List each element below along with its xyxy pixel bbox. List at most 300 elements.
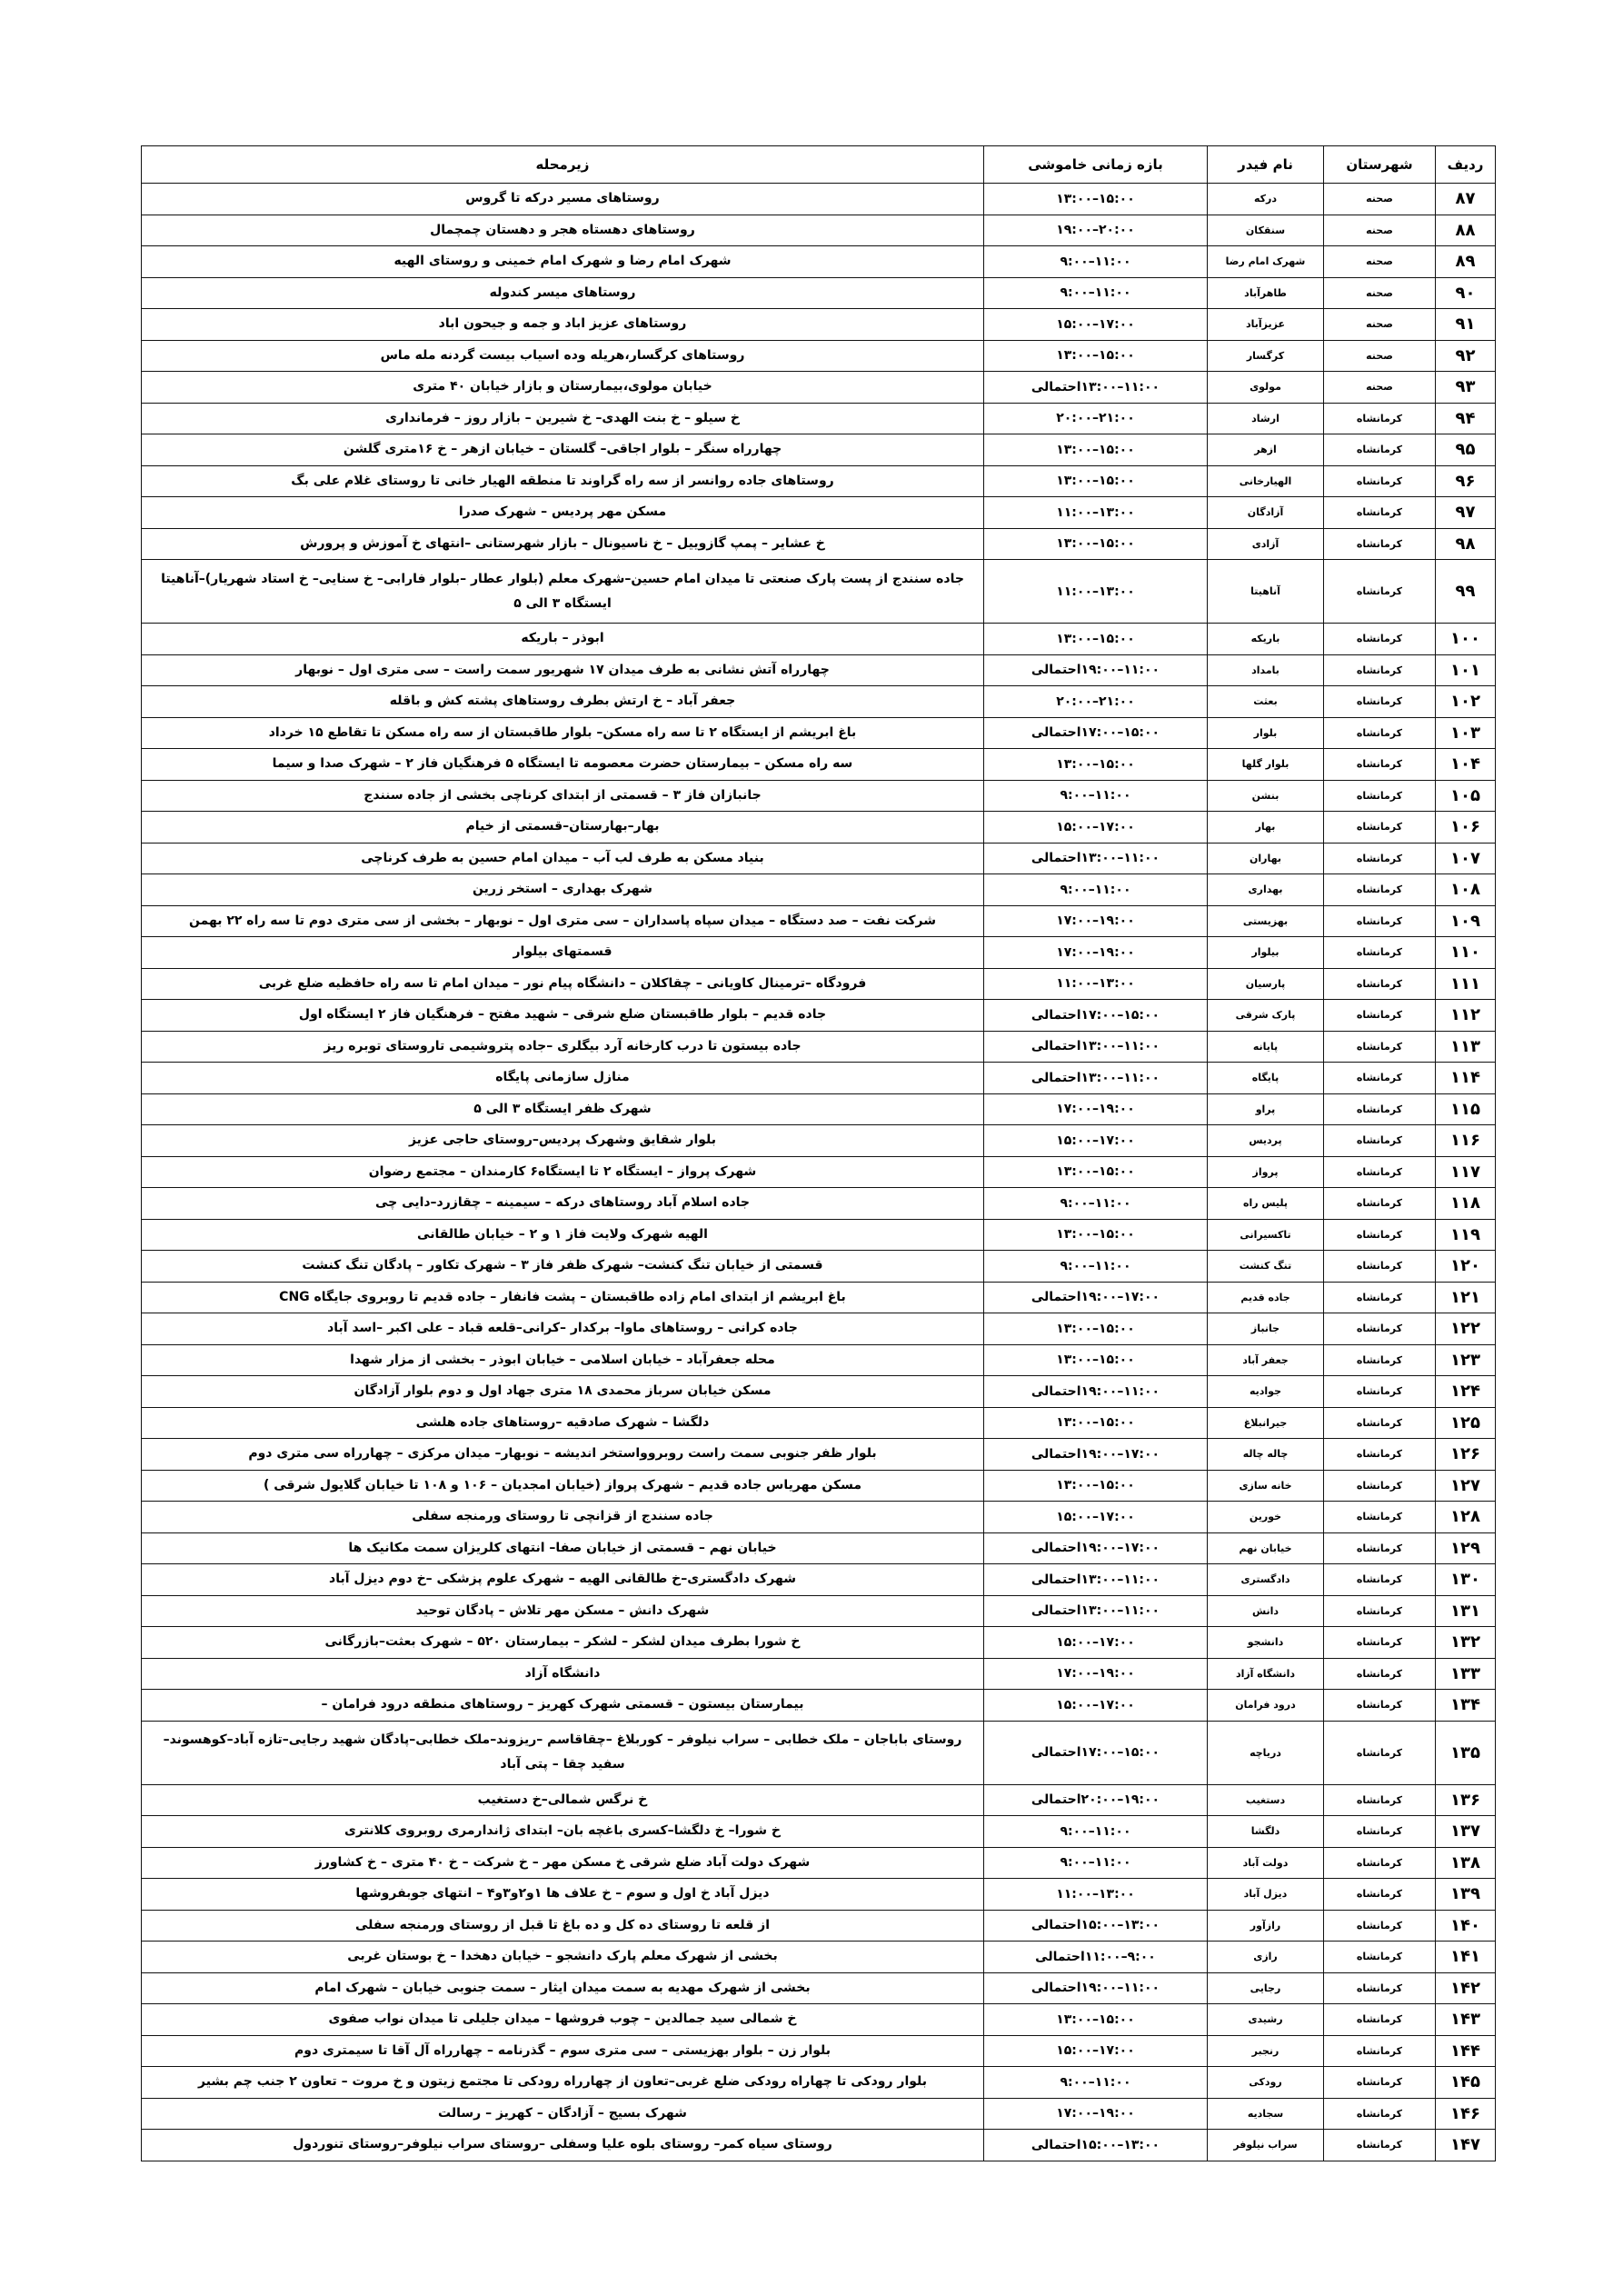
feeder-name-cell: پارک شرقی <box>1208 1000 1324 1032</box>
city-cell: صحنه <box>1324 277 1436 309</box>
row-number-cell: ۹۴ <box>1436 403 1496 434</box>
feeder-name-cell: دولت آباد <box>1208 1847 1324 1879</box>
city-cell: کرمانشاه <box>1324 717 1436 749</box>
outage-time-cell: ۱۷:۰۰–۱۹:۰۰احتمالی <box>984 1439 1208 1471</box>
row-number-cell: ۱۱۵ <box>1436 1093 1496 1125</box>
city-cell: کرمانشاه <box>1324 560 1436 624</box>
row-number-cell: ۸۸ <box>1436 215 1496 246</box>
table-row <box>142 1532 1496 1564</box>
row-number-cell: ۱۲۲ <box>1436 1313 1496 1345</box>
table-row <box>142 215 1496 246</box>
feeder-name-cell: تنگ کنشت <box>1208 1251 1324 1283</box>
outage-time-cell: ۱۵:۰۰–۱۷:۰۰ <box>984 2035 1208 2067</box>
table-row <box>142 1879 1496 1911</box>
city-cell: کرمانشاه <box>1324 497 1436 529</box>
subarea-cell: روستاهای میسر کندوله <box>142 277 984 309</box>
table-row <box>142 717 1496 749</box>
row-number-cell: ۸۹ <box>1436 246 1496 278</box>
outage-time-cell: ۱۱:۰۰–۱۳:۰۰ <box>984 497 1208 529</box>
subarea-cell: شهرک دانش – مسکن مهر تلاش – پادگان توحید <box>142 1595 984 1627</box>
subarea-cell: بنیاد مسکن به طرف لب آب – میدان امام حسین به طرف کرناچی <box>142 843 984 874</box>
row-number-cell: ۱۴۴ <box>1436 2035 1496 2067</box>
feeder-name-cell: بنشن <box>1208 780 1324 812</box>
feeder-name-cell: دانش <box>1208 1595 1324 1627</box>
table-row <box>142 1564 1496 1596</box>
subarea-cell: جاده سنندج از قزانچی تا روستای ورمنجه سفلی <box>142 1502 984 1533</box>
table-row <box>142 1690 1496 1722</box>
subarea-cell: روستاهای جاده روانسر از سه راه گراوند تا منطقه الهیار خانی تا روستای غلام علی بگ <box>142 465 984 497</box>
city-cell: کرمانشاه <box>1324 1816 1436 1848</box>
city-cell: کرمانشاه <box>1324 1251 1436 1283</box>
outage-time-cell: ۱۵:۰۰–۱۷:۰۰احتمالی <box>984 1721 1208 1784</box>
feeder-name-cell: رازی <box>1208 1942 1324 1973</box>
table-row <box>142 1847 1496 1879</box>
feeder-name-cell: دریاچه <box>1208 1721 1324 1784</box>
subarea-cell: روستاهای عزیز اباد و جمه و جیحون اباد <box>142 309 984 341</box>
row-number-cell: ۱۳۱ <box>1436 1595 1496 1627</box>
table-row <box>142 465 1496 497</box>
table-row <box>142 1344 1496 1376</box>
row-number-cell: ۱۴۰ <box>1436 1910 1496 1942</box>
city-cell: صحنه <box>1324 246 1436 278</box>
outage-schedule-table <box>141 145 1496 2161</box>
row-number-cell: ۱۲۴ <box>1436 1376 1496 1408</box>
row-number-cell: ۱۰۷ <box>1436 843 1496 874</box>
table-row <box>142 1031 1496 1063</box>
subarea-cell: از قلعه تا روستای ده کل و ده باغ تا قبل از روستای ورمنجه سفلی <box>142 1910 984 1942</box>
feeder-name-cell: پردیس <box>1208 1125 1324 1157</box>
table-row <box>142 1156 1496 1188</box>
row-number-cell: ۱۱۳ <box>1436 1031 1496 1063</box>
city-cell: کرمانشاه <box>1324 434 1436 466</box>
feeder-name-cell: رجایی <box>1208 1972 1324 2004</box>
feeder-name-cell: خانه سازی <box>1208 1470 1324 1502</box>
outage-time-cell: ۱۷:۰۰–۱۹:۰۰احتمالی <box>984 1532 1208 1564</box>
outage-time-cell: ۹:۰۰–۱۱:۰۰ <box>984 277 1208 309</box>
subarea-cell: شهرک ظفر ایستگاه ۳ الی ۵ <box>142 1093 984 1125</box>
row-number-cell: ۱۱۶ <box>1436 1125 1496 1157</box>
outage-time-cell: ۱۱:۰۰–۱۳:۰۰احتمالی <box>984 843 1208 874</box>
city-cell: کرمانشاه <box>1324 2035 1436 2067</box>
city-cell: کرمانشاه <box>1324 1879 1436 1911</box>
table-row <box>142 1093 1496 1125</box>
outage-time-cell: ۱۳:۰۰–۱۵:۰۰ <box>984 749 1208 781</box>
city-cell: کرمانشاه <box>1324 1847 1436 1879</box>
city-cell: کرمانشاه <box>1324 1942 1436 1973</box>
subarea-cell: منازل سازمانی پایگاه <box>142 1063 984 1094</box>
outage-time-cell: ۱۷:۰۰–۱۹:۰۰ <box>984 905 1208 937</box>
subarea-cell: روستاهای دهستاه هجر و دهستان چمچمال <box>142 215 984 246</box>
table-row <box>142 184 1496 215</box>
feeder-name-cell: جعفر آباد <box>1208 1344 1324 1376</box>
table-row <box>142 968 1496 1000</box>
city-cell: کرمانشاه <box>1324 1972 1436 2004</box>
table-row <box>142 874 1496 906</box>
feeder-name-cell: بلوار <box>1208 717 1324 749</box>
table-row <box>142 560 1496 624</box>
outage-time-cell: ۱۳:۰۰–۱۵:۰۰احتمالی <box>984 2130 1208 2161</box>
table-row <box>142 1470 1496 1502</box>
outage-time-cell: ۱۵:۰۰–۱۷:۰۰احتمالی <box>984 1000 1208 1032</box>
subarea-cell: مسکن مهریاس جاده قدیم – شهرک پرواز (خیابان امجدیان – ۱۰۶ و ۱۰۸ تا خیابان گلایول شرقی ) <box>142 1470 984 1502</box>
city-cell: کرمانشاه <box>1324 905 1436 937</box>
table-row <box>142 780 1496 812</box>
table-row <box>142 1972 1496 2004</box>
subarea-cell: روستاهای کرگسار،هریله وده اسیاب بیست گردنه مله ماس <box>142 340 984 372</box>
row-number-cell: ۹۵ <box>1436 434 1496 466</box>
city-cell: کرمانشاه <box>1324 1439 1436 1471</box>
table-row <box>142 843 1496 874</box>
outage-time-cell: ۱۱:۰۰–۱۳:۰۰ <box>984 560 1208 624</box>
table-row <box>142 2004 1496 2036</box>
outage-time-cell: ۱۳:۰۰–۱۵:۰۰احتمالی <box>984 1910 1208 1942</box>
subarea-cell: شهرک پرواز – ایستگاه ۲ تا ایستگاه۶ کارمندان – مجتمع رضوان <box>142 1156 984 1188</box>
feeder-name-cell: شهرک امام رضا <box>1208 246 1324 278</box>
row-number-cell: ۱۱۸ <box>1436 1188 1496 1220</box>
row-number-cell: ۱۳۹ <box>1436 1879 1496 1911</box>
row-number-cell: ۱۰۶ <box>1436 812 1496 844</box>
subarea-cell: فرودگاه –ترمینال کاویانی – چقاکلان – دانشگاه پیام نور – میدان امام تا سه راه حافظیه ضلع غربی <box>142 968 984 1000</box>
feeder-name-cell: جانباز <box>1208 1313 1324 1345</box>
header-city: شهرستان <box>1324 146 1436 184</box>
feeder-name-cell: پایگاه <box>1208 1063 1324 1094</box>
row-number-cell: ۱۰۹ <box>1436 905 1496 937</box>
subarea-cell: جانبازان فاز ۳ – قسمتی از ابتدای کرناچی بخشی از جاده سنندج <box>142 780 984 812</box>
feeder-name-cell: سنقکان <box>1208 215 1324 246</box>
table-row <box>142 309 1496 341</box>
subarea-cell: خ شورا– خ دلگشا–کسری باغچه بان– ابتدای ژاندارمری روبروی کلانتری <box>142 1816 984 1848</box>
outage-time-cell: ۱۳:۰۰–۱۵:۰۰ <box>984 1313 1208 1345</box>
feeder-name-cell: بهاران <box>1208 843 1324 874</box>
row-number-cell: ۹۸ <box>1436 528 1496 560</box>
feeder-name-cell: دادگستری <box>1208 1564 1324 1596</box>
feeder-name-cell: پراو <box>1208 1093 1324 1125</box>
outage-time-cell: ۱۳:۰۰–۱۵:۰۰ <box>984 528 1208 560</box>
subarea-cell: شرکت نفت – صد دستگاه – میدان سپاه پاسداران – سی متری اول – نوبهار – بخشی از سی متری دوم تا سه راه ۲۲ بهمن <box>142 905 984 937</box>
outage-time-cell: ۹:۰۰–۱۱:۰۰ <box>984 1847 1208 1879</box>
subarea-cell: خیابان نهم – قسمتی از خیابان صفا– انتهای کلریزان سمت مکانیک ها <box>142 1532 984 1564</box>
subarea-cell: خ سیلو – خ بنت الهدی– خ شیرین – بازار روز – فرمانداری <box>142 403 984 434</box>
feeder-name-cell: درکه <box>1208 184 1324 215</box>
feeder-name-cell: پرواز <box>1208 1156 1324 1188</box>
outage-time-cell: ۲۰:۰۰–۲۱:۰۰ <box>984 686 1208 718</box>
subarea-cell: دلگشا – شهرک صادقیه –روستاهای جاده هلشی <box>142 1407 984 1439</box>
row-number-cell: ۱۲۷ <box>1436 1470 1496 1502</box>
row-number-cell: ۱۳۴ <box>1436 1690 1496 1722</box>
subarea-cell: باغ ابریشم از ابتدای امام زاده طاقبستان – پشت فانفار – جاده قدیم تا روبروی جایگاه CNG <box>142 1282 984 1313</box>
row-number-cell: ۱۳۸ <box>1436 1847 1496 1879</box>
city-cell: کرمانشاه <box>1324 1188 1436 1220</box>
row-number-cell: ۱۱۱ <box>1436 968 1496 1000</box>
table-row <box>142 1000 1496 1032</box>
subarea-cell: مسکن مهر پردیس – شهرک صدرا <box>142 497 984 529</box>
row-number-cell: ۱۲۱ <box>1436 1282 1496 1313</box>
outage-time-cell: ۱۷:۰۰–۱۹:۰۰ <box>984 937 1208 969</box>
subarea-cell: بلوار رودکی تا چهاراه رودکی ضلع غربی–تعاون از چهارراه رودکی تا مجتمع زیتون و خ مروت – تعاون ۲ جنب چم بشیر <box>142 2067 984 2099</box>
city-cell: کرمانشاه <box>1324 1407 1436 1439</box>
table-row <box>142 1063 1496 1094</box>
outage-time-cell: ۱۷:۰۰–۱۹:۰۰ <box>984 2098 1208 2130</box>
outage-time-cell: ۱۳:۰۰–۱۵:۰۰ <box>984 465 1208 497</box>
city-cell: کرمانشاه <box>1324 1658 1436 1690</box>
feeder-name-cell: سراب نیلوفر <box>1208 2130 1324 2161</box>
feeder-name-cell: چاله چاله <box>1208 1439 1324 1471</box>
table-row <box>142 1910 1496 1942</box>
row-number-cell: ۱۱۲ <box>1436 1000 1496 1032</box>
table-row <box>142 497 1496 529</box>
city-cell: کرمانشاه <box>1324 1093 1436 1125</box>
outage-time-cell: ۱۳:۰۰–۱۵:۰۰ <box>984 624 1208 655</box>
subarea-cell: شهرک بهداری – استخر زرین <box>142 874 984 906</box>
row-number-cell: ۱۲۵ <box>1436 1407 1496 1439</box>
city-cell: کرمانشاه <box>1324 937 1436 969</box>
feeder-name-cell: رشیدی <box>1208 2004 1324 2036</box>
table-row <box>142 1376 1496 1408</box>
outage-time-cell: ۱۵:۰۰–۱۷:۰۰ <box>984 1502 1208 1533</box>
row-number-cell: ۱۰۵ <box>1436 780 1496 812</box>
table-row <box>142 2098 1496 2130</box>
city-cell: کرمانشاه <box>1324 2098 1436 2130</box>
row-number-cell: ۹۳ <box>1436 372 1496 404</box>
row-number-cell: ۱۱۷ <box>1436 1156 1496 1188</box>
feeder-name-cell: جوادیه <box>1208 1376 1324 1408</box>
outage-time-cell: ۱۹:۰۰–۲۰:۰۰احتمالی <box>984 1784 1208 1816</box>
feeder-name-cell: دانشگاه آزاد <box>1208 1658 1324 1690</box>
feeder-name-cell: آناهیتا <box>1208 560 1324 624</box>
city-cell: کرمانشاه <box>1324 968 1436 1000</box>
subarea-cell: شهرک دادگستری–خ طالقانی الهیه – شهرک علوم پزشکی –خ دوم دیزل آباد <box>142 1564 984 1596</box>
subarea-cell: بیمارستان بیستون – قسمتی شهرک کهریز – روستاهای منطقه درود فرامان – <box>142 1690 984 1722</box>
table-row <box>142 1313 1496 1345</box>
table-row <box>142 1816 1496 1848</box>
feeder-name-cell: دانشجو <box>1208 1627 1324 1659</box>
outage-time-cell: ۹:۰۰–۱۱:۰۰ <box>984 2067 1208 2099</box>
outage-time-cell: ۹:۰۰–۱۱:۰۰ <box>984 780 1208 812</box>
row-number-cell: ۱۰۴ <box>1436 749 1496 781</box>
table-row <box>142 1595 1496 1627</box>
table-row <box>142 1188 1496 1220</box>
table-row <box>142 2035 1496 2067</box>
feeder-name-cell: بلوار گلها <box>1208 749 1324 781</box>
header-row-number: ردیف <box>1436 146 1496 184</box>
city-cell: کرمانشاه <box>1324 1470 1436 1502</box>
city-cell: کرمانشاه <box>1324 403 1436 434</box>
table-row <box>142 905 1496 937</box>
outage-time-cell: ۱۷:۰۰–۱۹:۰۰احتمالی <box>984 1282 1208 1313</box>
city-cell: صحنه <box>1324 215 1436 246</box>
subarea-cell: جاده سنندج از پست پارک صنعتی تا میدان امام حسین–شهرک معلم (بلوار عطار –بلوار فارابی– خ سنایی– خ استاد شهریار)–آناهیتا ایستگاه ۳ الی ۵ <box>142 560 984 624</box>
outage-time-cell: ۲۰:۰۰–۲۱:۰۰ <box>984 403 1208 434</box>
outage-time-cell: ۱۳:۰۰–۱۵:۰۰ <box>984 1470 1208 1502</box>
header-feeder: نام فیدر <box>1208 146 1324 184</box>
subarea-cell: بهار–بهارستان–قسمتی از خیام <box>142 812 984 844</box>
city-cell: کرمانشاه <box>1324 1784 1436 1816</box>
row-number-cell: ۱۴۲ <box>1436 1972 1496 2004</box>
city-cell: کرمانشاه <box>1324 1910 1436 1942</box>
feeder-name-cell: آزادگان <box>1208 497 1324 529</box>
subarea-cell: دیزل آباد خ اول و سوم – خ علاف ها ۱و۲و۳و۴ – انتهای جوبفروشها <box>142 1879 984 1911</box>
outage-time-cell: ۱۹:۰۰–۲۰:۰۰ <box>984 215 1208 246</box>
subarea-cell: بخشی از شهرک معلم پارک دانشجو – خیابان دهخدا – خ بوستان غربی <box>142 1942 984 1973</box>
subarea-cell: الهیه شهرک ولایت فاز ۱ و ۲ – خیابان طالقانی <box>142 1219 984 1251</box>
header-outage-time: بازه زمانی خاموشی <box>984 146 1208 184</box>
table-row <box>142 340 1496 372</box>
outage-time-cell: ۱۱:۰۰–۱۳:۰۰ <box>984 1879 1208 1911</box>
city-cell: کرمانشاه <box>1324 874 1436 906</box>
subarea-cell: خ نرگس شمالی–خ دستغیب <box>142 1784 984 1816</box>
table-body <box>142 184 1496 2161</box>
row-number-cell: ۸۷ <box>1436 184 1496 215</box>
city-cell: کرمانشاه <box>1324 749 1436 781</box>
city-cell: کرمانشاه <box>1324 1721 1436 1784</box>
city-cell: کرمانشاه <box>1324 1282 1436 1313</box>
feeder-name-cell: ازهر <box>1208 434 1324 466</box>
outage-time-cell: ۱۵:۰۰–۱۷:۰۰ <box>984 1627 1208 1659</box>
subarea-cell: قسمتی از خیابان تنگ کنشت– شهرک ظفر فاز ۳ – شهرک تکاور – پادگان تنگ کنشت <box>142 1251 984 1283</box>
outage-time-cell: ۱۳:۰۰–۱۵:۰۰ <box>984 1219 1208 1251</box>
table-row <box>142 403 1496 434</box>
city-cell: کرمانشاه <box>1324 686 1436 718</box>
outage-time-cell: ۱۵:۰۰–۱۷:۰۰احتمالی <box>984 717 1208 749</box>
feeder-name-cell: بهار <box>1208 812 1324 844</box>
subarea-cell: روستاهای مسیر درکه تا گروس <box>142 184 984 215</box>
feeder-name-cell: جاده قدیم <box>1208 1282 1324 1313</box>
outage-time-cell: ۱۷:۰۰–۱۹:۰۰ <box>984 1658 1208 1690</box>
table-row <box>142 937 1496 969</box>
table-row <box>142 1658 1496 1690</box>
subarea-cell: شهرک بسیج – آزادگان – کهریز – رسالت <box>142 2098 984 2130</box>
city-cell: کرمانشاه <box>1324 1000 1436 1032</box>
feeder-name-cell: آزادی <box>1208 528 1324 560</box>
city-cell: کرمانشاه <box>1324 1063 1436 1094</box>
table-row <box>142 1502 1496 1533</box>
row-number-cell: ۱۰۸ <box>1436 874 1496 906</box>
row-number-cell: ۱۱۰ <box>1436 937 1496 969</box>
city-cell: کرمانشاه <box>1324 1564 1436 1596</box>
subarea-cell: سه راه مسکن – بیمارستان حضرت معصومه تا ایستگاه ۵ فرهنگیان فاز ۲ – شهرک صدا و سیما <box>142 749 984 781</box>
row-number-cell: ۱۱۹ <box>1436 1219 1496 1251</box>
row-number-cell: ۱۴۳ <box>1436 2004 1496 2036</box>
city-cell: کرمانشاه <box>1324 654 1436 686</box>
row-number-cell: ۱۰۱ <box>1436 654 1496 686</box>
feeder-name-cell: بامداد <box>1208 654 1324 686</box>
outage-time-cell: ۹:۰۰–۱۱:۰۰ <box>984 1188 1208 1220</box>
feeder-name-cell: بیلوار <box>1208 937 1324 969</box>
feeder-name-cell: دیزل آباد <box>1208 1879 1324 1911</box>
outage-time-cell: ۱۳:۰۰–۱۵:۰۰ <box>984 434 1208 466</box>
subarea-cell: شهرک دولت آباد ضلع شرقی خ مسکن مهر – خ شرکت – خ ۴۰ متری – خ کشاورز <box>142 1847 984 1879</box>
feeder-name-cell: جیرانبلاغ <box>1208 1407 1324 1439</box>
feeder-name-cell: پایانه <box>1208 1031 1324 1063</box>
city-cell: کرمانشاه <box>1324 1313 1436 1345</box>
subarea-cell: روستای باباجان – ملک خطابی – سراب نیلوفر – کوربلاغ –چقاقاسم –ریزوند–ملک خطابی–پادگان شهید رجایی–تازه آباد–کوهسوند–سفید چقا – پتی آباد <box>142 1721 984 1784</box>
subarea-cell: بلوار ظفر جنوبی سمت راست روبروواستخر اندیشه – نوبهار– میدان مرکزی – چهارراه سی متری دوم <box>142 1439 984 1471</box>
table-row <box>142 1282 1496 1313</box>
header-subarea: زیرمحله <box>142 146 984 184</box>
feeder-name-cell: طاهرآباد <box>1208 277 1324 309</box>
subarea-cell: خ عشایر – پمپ گازوییل – خ ناسیونال – بازار شهرستانی –انتهای خ آموزش و پرورش <box>142 528 984 560</box>
subarea-cell: جعفر آباد – خ ارتش بطرف روستاهای پشته کش و باقله <box>142 686 984 718</box>
outage-time-cell: ۱۳:۰۰–۱۵:۰۰ <box>984 1344 1208 1376</box>
city-cell: کرمانشاه <box>1324 1031 1436 1063</box>
table-row <box>142 2130 1496 2161</box>
feeder-name-cell: رازآور <box>1208 1910 1324 1942</box>
feeder-name-cell: خیابان نهم <box>1208 1532 1324 1564</box>
table-row <box>142 624 1496 655</box>
outage-time-cell: ۱۱:۰۰–۱۳:۰۰احتمالی <box>984 1031 1208 1063</box>
row-number-cell: ۱۲۹ <box>1436 1532 1496 1564</box>
table-row <box>142 686 1496 718</box>
city-cell: صحنه <box>1324 340 1436 372</box>
subarea-cell: محله جعفرآباد – خیابان اسلامی – خیابان ابوذر – بخشی از مزار شهدا <box>142 1344 984 1376</box>
table-row <box>142 372 1496 404</box>
city-cell: کرمانشاه <box>1324 528 1436 560</box>
row-number-cell: ۹۷ <box>1436 497 1496 529</box>
row-number-cell: ۱۰۰ <box>1436 624 1496 655</box>
city-cell: کرمانشاه <box>1324 1690 1436 1722</box>
row-number-cell: ۱۴۵ <box>1436 2067 1496 2099</box>
subarea-cell: باغ ابریشم از ایستگاه ۲ تا سه راه مسکن– بلوار طاقبستان از سه راه مسکن تا تقاطع ۱۵ خرداد <box>142 717 984 749</box>
outage-time-cell: ۱۳:۰۰–۱۵:۰۰ <box>984 184 1208 215</box>
table-row <box>142 1125 1496 1157</box>
subarea-cell: خ شورا بطرف میدان لشکر – لشکر – بیمارستان ۵۲۰ – شهرک بعثت–بازرگانی <box>142 1627 984 1659</box>
city-cell: کرمانشاه <box>1324 1502 1436 1533</box>
city-cell: کرمانشاه <box>1324 1627 1436 1659</box>
table-row <box>142 654 1496 686</box>
subarea-cell: قسمتهای بیلوار <box>142 937 984 969</box>
row-number-cell: ۱۲۶ <box>1436 1439 1496 1471</box>
outage-time-cell: ۱۳:۰۰–۱۵:۰۰ <box>984 1407 1208 1439</box>
table-row <box>142 1219 1496 1251</box>
city-cell: کرمانشاه <box>1324 2004 1436 2036</box>
subarea-cell: چهارراه آتش نشانی به طرف میدان ۱۷ شهریور سمت راست – سی متری اول – نوبهار <box>142 654 984 686</box>
city-cell: کرمانشاه <box>1324 1156 1436 1188</box>
row-number-cell: ۱۳۲ <box>1436 1627 1496 1659</box>
city-cell: کرمانشاه <box>1324 1125 1436 1157</box>
city-cell: کرمانشاه <box>1324 843 1436 874</box>
feeder-name-cell: رنجبر <box>1208 2035 1324 2067</box>
city-cell: صحنه <box>1324 372 1436 404</box>
outage-time-cell: ۱۱:۰۰–۱۳:۰۰احتمالی <box>984 372 1208 404</box>
row-number-cell: ۱۲۳ <box>1436 1344 1496 1376</box>
outage-time-cell: ۱۱:۰۰–۱۳:۰۰احتمالی <box>984 1564 1208 1596</box>
subarea-cell: جاده کرانی – روستاهای ماوا– برکدار –کرانی–قلعه قباد – علی اکبر –اسد آباد <box>142 1313 984 1345</box>
city-cell: کرمانشاه <box>1324 465 1436 497</box>
outage-time-cell: ۱۳:۰۰–۱۵:۰۰ <box>984 2004 1208 2036</box>
outage-time-cell: ۱۳:۰۰–۱۵:۰۰ <box>984 1156 1208 1188</box>
row-number-cell: ۱۱۴ <box>1436 1063 1496 1094</box>
table-row <box>142 749 1496 781</box>
table-row <box>142 1721 1496 1784</box>
subarea-cell: روستای سیاه کمر– روستای بلوه علیا وسفلی –روستای سراب نیلوفر–روستای تنوردول <box>142 2130 984 2161</box>
city-cell: کرمانشاه <box>1324 1595 1436 1627</box>
row-number-cell: ۹۰ <box>1436 277 1496 309</box>
row-number-cell: ۱۳۰ <box>1436 1564 1496 1596</box>
table-row <box>142 528 1496 560</box>
table-row <box>142 1407 1496 1439</box>
outage-time-cell: ۹:۰۰–۱۱:۰۰ <box>984 874 1208 906</box>
outage-time-cell: ۱۱:۰۰–۱۹:۰۰احتمالی <box>984 1972 1208 2004</box>
feeder-name-cell: سجادیه <box>1208 2098 1324 2130</box>
table-row <box>142 1627 1496 1659</box>
row-number-cell: ۹۱ <box>1436 309 1496 341</box>
feeder-name-cell: رودکی <box>1208 2067 1324 2099</box>
table-row <box>142 812 1496 844</box>
subarea-cell: ابوذر – باریکه <box>142 624 984 655</box>
outage-time-cell: ۱۱:۰۰–۱۹:۰۰احتمالی <box>984 654 1208 686</box>
subarea-cell: مسکن خیابان سرباز محمدی ۱۸ متری جهاد اول و دوم بلوار آزادگان <box>142 1376 984 1408</box>
table-row <box>142 1251 1496 1283</box>
